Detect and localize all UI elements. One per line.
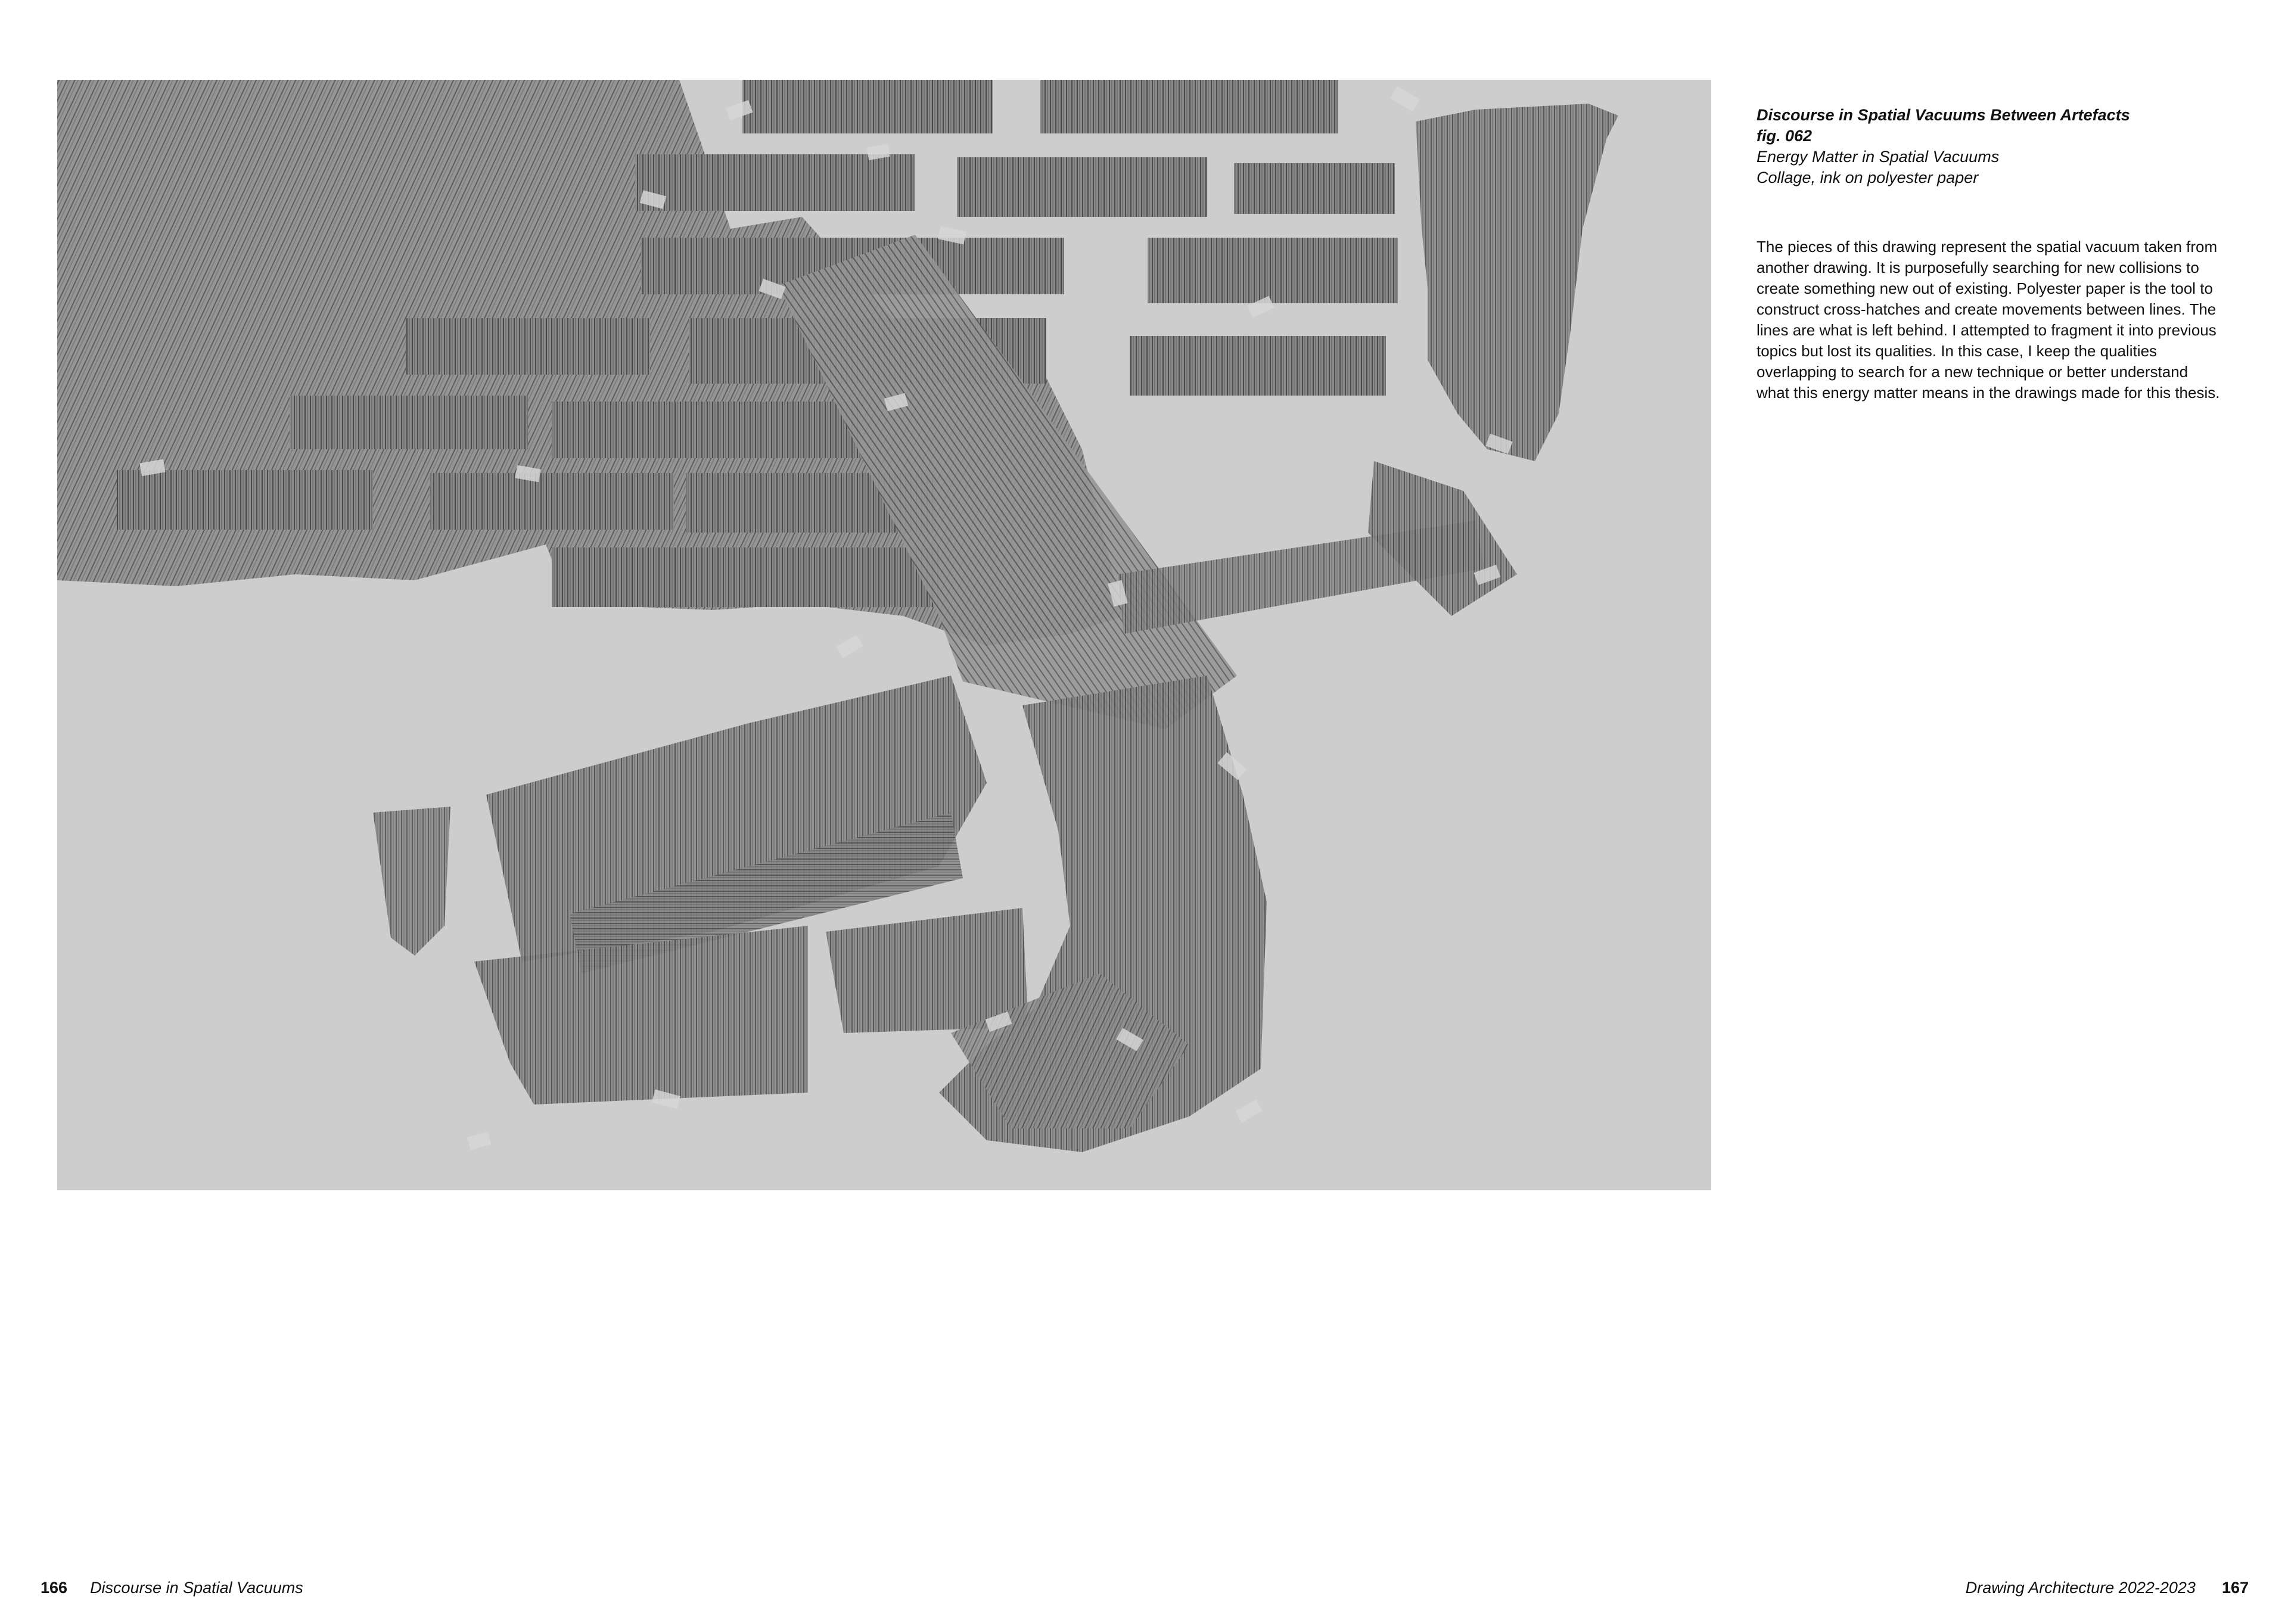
caption-figure-number: fig. 062 xyxy=(1757,127,1813,145)
figure-caption xyxy=(1757,105,2221,188)
page-number-right: 167 xyxy=(2221,1579,2249,1597)
body-paragraph: The pieces of this drawing represent the spatial vacuum taken from another drawing. It is purposefully searching for new collisions to create something new out of existing. Polyester paper is the tool to construct cross-hatches and create movements between lines. The lines are what is left behind. I attempted to fragment it into previous topics but lost its qualities. In this case, I keep the qualities overlapping to search for a new technique or better understand what this energy matter means in the drawings made for this thesis. xyxy=(1757,238,2220,402)
running-title-left: Discourse in Spatial Vacuums xyxy=(90,1579,303,1597)
collage-photograph xyxy=(57,80,1711,1190)
running-title-right: Drawing Architecture 2022-2023 xyxy=(1965,1579,2196,1597)
footer-left xyxy=(41,1578,303,1598)
footer-right xyxy=(1966,1578,2249,1598)
caption-section: Discourse in Spatial Vacuums Between Artefacts xyxy=(1757,106,2130,124)
caption-medium: Collage, ink on polyester paper xyxy=(1757,169,1979,186)
page-number-left: 166 xyxy=(41,1579,68,1597)
caption-title: Energy Matter in Spatial Vacuums xyxy=(1757,148,2000,166)
collage-illustration xyxy=(57,80,1711,1190)
